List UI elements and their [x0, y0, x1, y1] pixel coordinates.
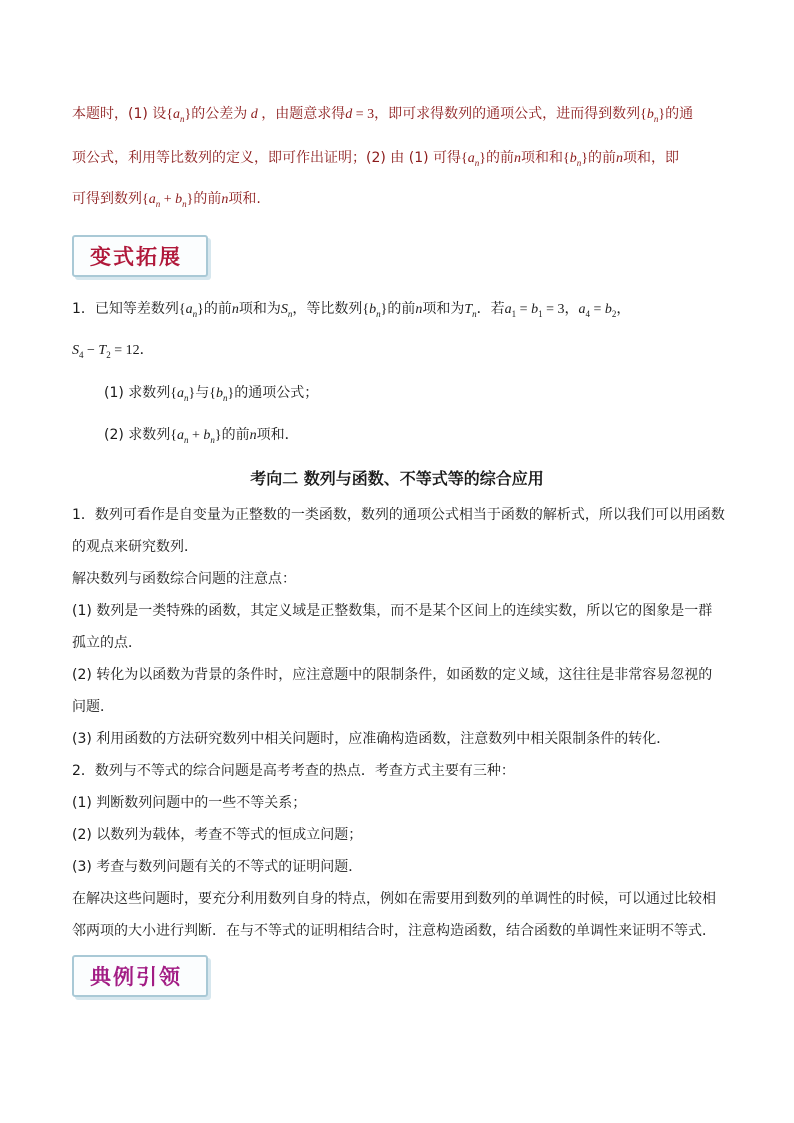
body-p5: (3) 利用函数的方法研究数列中相关问题时，应准确构造函数，注意数列中相关限制条件的转化．	[72, 731, 671, 747]
text: ．若	[476, 301, 505, 317]
body-p6: 2．数列与不等式的综合问题是高考考查的热点．考查方式主要有三种：	[72, 763, 515, 779]
text: 的前	[387, 301, 416, 317]
body-p7: (1) 判断数列问题中的一些不等关系；	[72, 795, 307, 811]
text: 的通项公式；	[234, 385, 319, 401]
intro-line-3: 可得到数列$\{a_n + b_n\}$的前n项和.	[72, 191, 261, 209]
body-p4-line-2: 问题．	[72, 699, 114, 715]
section-title: 考向二 数列与函数、不等式等的综合应用	[250, 469, 544, 488]
text: 项和为	[238, 301, 281, 317]
text: ，即可求得数列的通项公式，进而得到数列	[374, 106, 641, 122]
body-p1-line-1: 1．数列可看作是自变量为正整数的一类函数，数列的通项公式相当于函数的解析式，所以我们可以用函数	[72, 507, 725, 523]
body-p3-line-2: 孤立的点．	[72, 635, 142, 651]
exercise-question-2: (2) 求数列$\{a_n + b_n\}$的前n项和．	[104, 427, 299, 445]
text: 项和．	[256, 427, 299, 443]
exercise-question-1: (1) 求数列$\{a_n\}$与$\{b_n\}$的通项公式；	[104, 385, 319, 403]
text: 项公式，利用等比数列的定义，即可作出证明；(2) 由 (1) 可得	[72, 150, 462, 166]
text: (2) 求数列	[104, 427, 171, 443]
example-guide-badge	[72, 955, 208, 997]
text: 的前	[587, 150, 616, 166]
text: 项和为	[422, 301, 465, 317]
intro-line-1: 本题时，(1) 设$\{a_n\}$的公差为 d ，由题意求得d = 3，即可求得数列的通项公式，进而得到数列$\{b_n\}$的通	[72, 106, 694, 124]
intro-line-2: 项公式，利用等比数列的定义，即可作出证明；(2) 由 (1) 可得$\{a_n\}$的前n项和和$\{b_n\}$的前n项和，即	[72, 150, 679, 168]
text: 项和和	[520, 150, 563, 166]
text: 1．已知等差数列	[72, 301, 179, 317]
body-p8: (2) 以数列为载体，考查不等式的恒成立问题；	[72, 827, 363, 843]
badge-label: 变式拓展	[90, 244, 182, 269]
body-p10-line-2: 邻两项的大小进行判断．在与不等式的证明相结合时，注意构造函数，结合函数的单调性来证明不等式．	[72, 923, 716, 939]
text: ．	[139, 342, 154, 358]
exercise-line-1: 1．已知等差数列$\{a_n\}$的前n项和为$S_n$，等比数列$\{b_n\}$的前n项和为$T_n$．若$a_1 = b_1 = 3$，$a_4 = b_2$，	[72, 301, 631, 319]
body-p1-line-2: 的观点来研究数列．	[72, 539, 198, 555]
text: 的通	[665, 106, 694, 122]
text: 与	[195, 385, 210, 401]
text: 可得到数列	[72, 191, 142, 207]
text: 的公差为	[191, 106, 248, 122]
text: 项和，即	[622, 150, 679, 166]
body-p10-line-1: 在解决这些问题时，要充分利用数列自身的特点，例如在需要用到数列的单调性的时候，可以通过比较相	[72, 891, 716, 907]
text: ，	[616, 301, 631, 317]
body-p2: 解决数列与函数综合问题的注意点：	[72, 571, 296, 587]
text: ，等比数列	[292, 301, 363, 317]
body-p3-line-1: (1) 数列是一类特殊的函数，其定义域是正整数集，而不是某个区间上的连续实数，所以它的图象是一群	[72, 603, 713, 619]
badge-label: 典例引领	[90, 964, 182, 989]
body-p4-line-1: (2) 转化为以函数为背景的条件时，应注意题中的限制条件，如函数的定义域，这往往是非常容易忽视的	[72, 667, 713, 683]
text: 的前	[203, 301, 232, 317]
text: ，由题意求得	[261, 106, 346, 122]
text: 的前	[485, 150, 514, 166]
text: 项和.	[228, 191, 261, 207]
text: 本题时，(1) 设	[72, 106, 167, 122]
text: 的前	[221, 427, 250, 443]
text: ，	[564, 301, 579, 317]
text: (1) 求数列	[104, 385, 171, 401]
text: 的前	[193, 191, 222, 207]
exercise-line-2: $S_4 - T_2 = 12$．	[72, 342, 154, 360]
body-p9: (3) 考查与数列问题有关的不等式的证明问题．	[72, 859, 363, 875]
variant-extension-badge	[72, 235, 208, 277]
